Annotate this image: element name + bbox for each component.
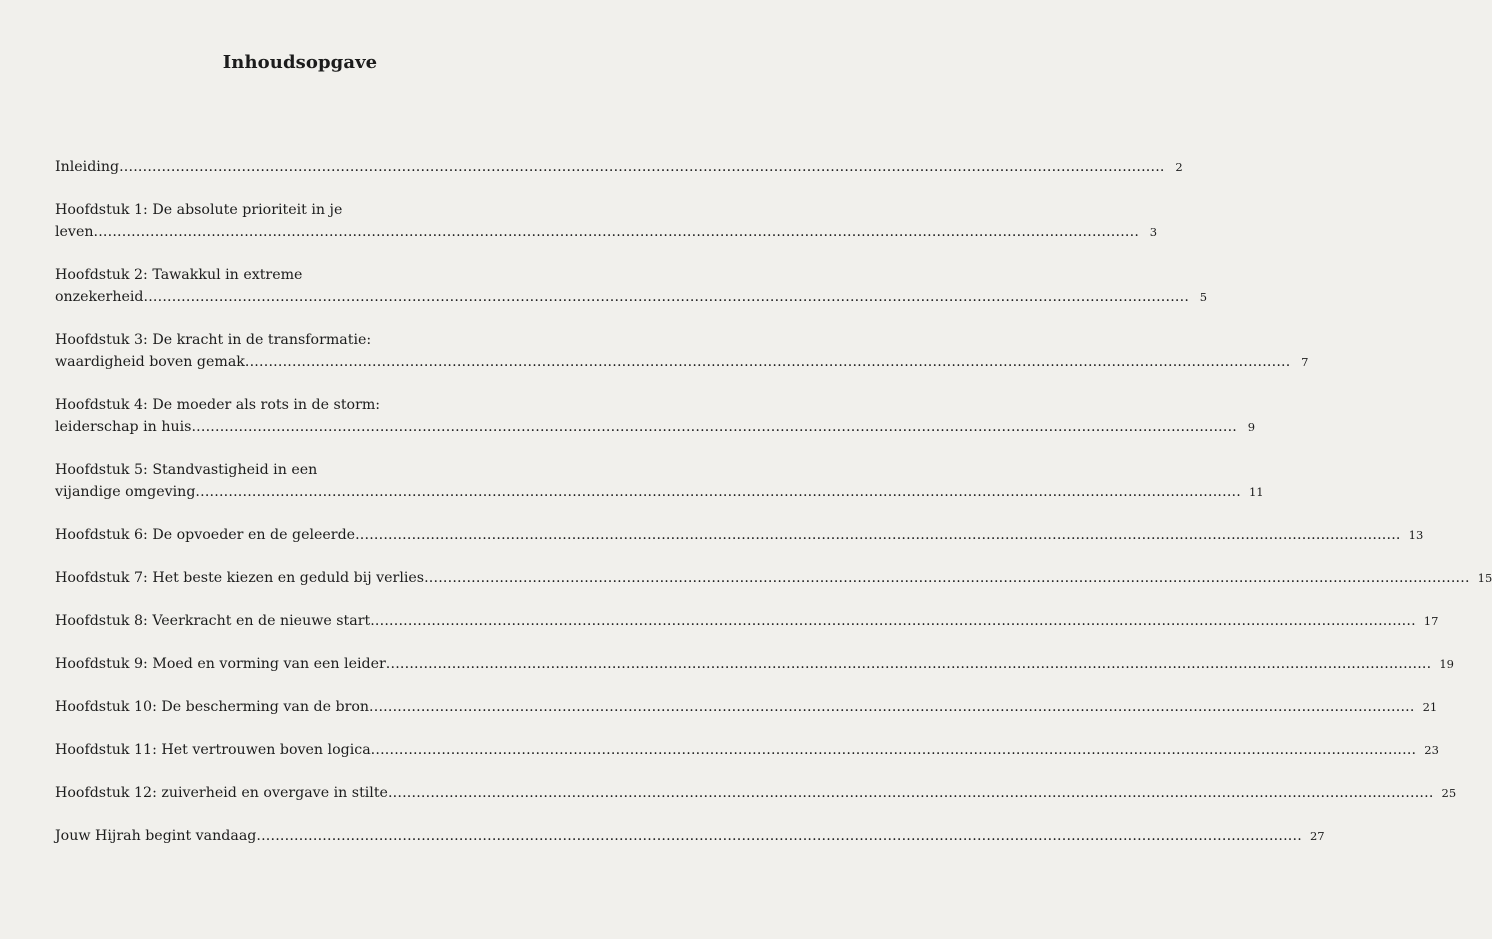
toc-entry-title-line: Hoofdstuk 5: Standvastigheid in een [55,462,318,478]
dot-leader: .............................................................................................................................................................................................................................. [256,828,1302,844]
dot-leader: .............................................................................................................................................................................................................................. [191,419,1238,435]
toc-entry-title-line: Hoofdstuk 12: zuiverheid en overgave in stilte [55,785,388,801]
toc-entry-leader-line [55,416,1256,438]
toc-entry-title-line: Hoofdstuk 1: De absolute prioriteit in je [55,202,343,218]
toc-entry[interactable] [55,653,1454,675]
toc-entry-title-line: Hoofdstuk 8: Veerkracht en de nieuwe start [55,613,371,629]
toc-entry-title-line: Hoofdstuk 10: De bescherming van de bron [55,699,370,715]
page-number: 17 [1423,614,1439,628]
toc-entry[interactable] [55,199,1158,243]
toc-entry[interactable] [55,610,1439,632]
table-of-contents [55,156,1492,868]
page-number: 7 [1301,355,1309,369]
dot-leader: .............................................................................................................................................................................................................................. [369,699,1415,715]
toc-entry-leader-line [55,739,1439,761]
page-number: 2 [1175,160,1183,174]
toc-entry-leader-line [55,696,1438,718]
toc-entry-title-line: leven [55,224,94,240]
dot-leader: .............................................................................................................................................................................................................................. [143,289,1190,305]
page-number: 23 [1424,743,1439,757]
toc-entry[interactable] [55,696,1438,718]
dot-leader: .............................................................................................................................................................................................................................. [424,570,1470,586]
toc-entry-leader-line [55,481,1264,503]
toc-entry-leader-line [55,351,1309,373]
dot-leader: .............................................................................................................................................................................................................................. [195,484,1241,500]
dot-leader: .............................................................................................................................................................................................................................. [385,656,1432,672]
toc-entry-title-line: Hoofdstuk 4: De moeder als rots in de storm: [55,397,381,413]
toc-entry-title-line: Hoofdstuk 9: Moed en vorming van een leider [55,656,386,672]
toc-entry-title-line: waardigheid boven gemak [55,354,245,370]
page-number: 5 [1199,290,1208,304]
toc-entry[interactable] [55,524,1424,546]
page-number: 15 [1477,571,1492,585]
toc-entry[interactable] [55,825,1325,847]
page-number: 13 [1408,528,1424,542]
page-title: Inhoudsopgave [222,52,378,73]
toc-entry-title-line: vijandige omgeving [55,484,196,500]
toc-entry-leader-line [55,653,1454,675]
toc-entry[interactable] [55,329,1309,373]
page-number: 11 [1248,485,1264,499]
toc-entry[interactable] [55,782,1457,804]
page-number: 3 [1149,225,1158,239]
dot-leader: .............................................................................................................................................................................................................................. [355,527,1401,543]
dot-leader: .............................................................................................................................................................................................................................. [244,354,1291,370]
toc-entry-title-line: Hoofdstuk 11: Het vertrouwen boven logica [55,742,371,758]
page-number: 25 [1441,786,1457,800]
toc-entry-leader-line [55,567,1492,589]
toc-entry-title-line: leiderschap in huis [55,419,192,435]
page-number: 19 [1439,657,1454,671]
toc-entry[interactable] [55,156,1183,178]
page-number: 27 [1309,829,1325,843]
toc-entry[interactable] [55,264,1208,308]
toc-entry-leader-line [55,524,1424,546]
toc-entry-leader-line [55,825,1325,847]
page-number: 9 [1247,420,1256,434]
dot-leader: .............................................................................................................................................................................................................................. [93,224,1140,240]
toc-entry-leader-line [55,610,1439,632]
toc-entry-title-line: Hoofdstuk 6: De opvoeder en de geleerde [55,527,356,543]
dot-leader: .............................................................................................................................................................................................................................. [370,742,1417,758]
toc-entry[interactable] [55,394,1256,438]
toc-entry-title-line: Hoofdstuk 3: De kracht in de transformatie: [55,332,372,348]
toc-entry-title-line: Hoofdstuk 7: Het beste kiezen en geduld bij verlies [55,570,425,586]
toc-entry-title-line: Jouw Hijrah begint vandaag [55,828,257,844]
toc-entry-leader-line [55,782,1457,804]
toc-entry-title-line: Inleiding [55,159,120,175]
toc-entry[interactable] [55,567,1492,589]
dot-leader: .............................................................................................................................................................................................................................. [119,159,1165,175]
toc-entry[interactable] [55,459,1264,503]
toc-entry-title-line: Hoofdstuk 2: Tawakkul in extreme [55,267,303,283]
toc-entry-leader-line [55,221,1158,243]
toc-entry-title-line: onzekerheid [55,289,144,305]
toc-entry-leader-line [55,156,1183,178]
toc-entry-leader-line [55,286,1208,308]
toc-entry[interactable] [55,739,1439,761]
dot-leader: .............................................................................................................................................................................................................................. [387,785,1434,801]
page-number: 21 [1422,700,1438,714]
dot-leader: .............................................................................................................................................................................................................................. [370,613,1416,629]
